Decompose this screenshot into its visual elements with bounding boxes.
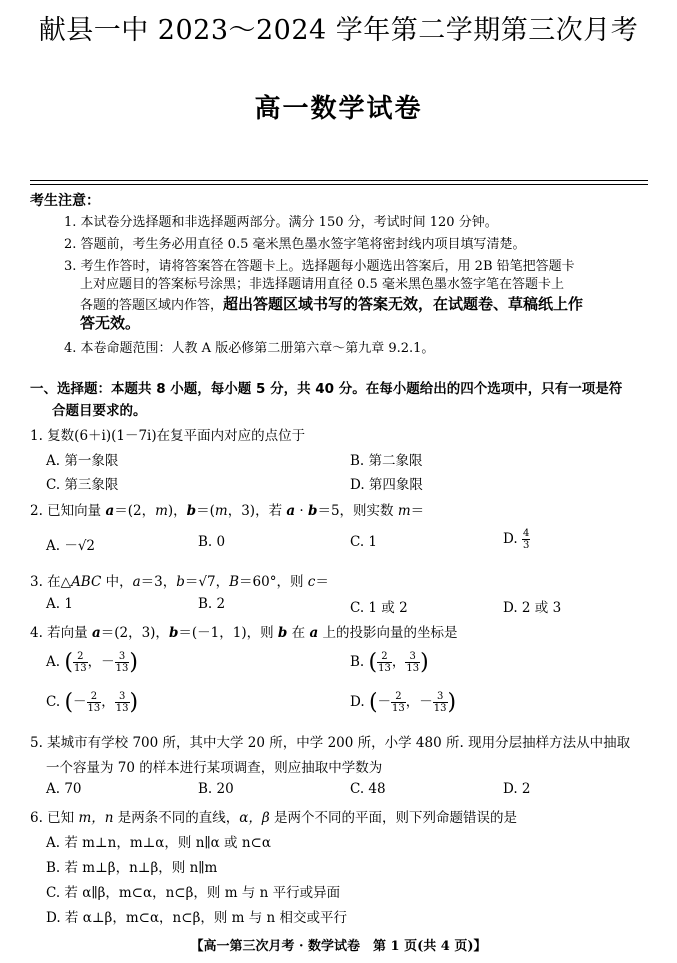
divider-bottom — [30, 184, 648, 185]
question-3-stem: 3. 在△ABC 中，a＝3，b＝√7，B＝60°，则 c＝ — [30, 574, 329, 590]
q1-option-d: D. 第四象限 — [350, 477, 423, 493]
q3-option-a: A. 1 — [46, 596, 73, 612]
notice-item-3: 3. 考生作答时，请将答案答在答题卡上。选择题每小题选出答案后，用 2B 铅笔把答题卡 — [64, 259, 575, 274]
q6-option-d: D. 若 α⊥β，m⊂α，n⊂β，则 m 与 n 相交或平行 — [46, 910, 348, 926]
q5-option-c: C. 48 — [350, 781, 386, 797]
notice-heading: 考生注意： — [30, 193, 100, 209]
q1-option-a: A. 第一象限 — [46, 453, 119, 469]
q3-option-c: C. 1 或 2 — [350, 600, 408, 616]
notice-item-3-normal: 各题的答题区域内作答， — [80, 298, 224, 313]
q2-option-d: D. $\frac{4}{3}$ — [503, 528, 530, 551]
notice-item-4: 4. 本卷命题范围：人教 A 版必修第二册第六章～第九章 9.2.1。 — [64, 341, 435, 356]
question-6-stem: 6. 已知 m，n 是两条不同的直线，α，β 是两个不同的平面，则下列命题错误的是 — [30, 810, 517, 826]
q1-option-b: B. 第二象限 — [350, 453, 423, 469]
q1-option-c: C. 第三象限 — [46, 477, 119, 493]
q5-option-d: D. 2 — [503, 781, 531, 797]
q6-option-b: B. 若 m⊥β，n⊥β，则 n∥m — [46, 860, 218, 876]
q5-option-b: B. 20 — [198, 781, 234, 797]
q2-option-a: A. －√2 — [46, 538, 96, 554]
exam-title: 献县一中 2023～2024 学年第二学期第三次月考 — [38, 15, 639, 46]
q4-option-c: C. (－ $\frac{2}{13}$ ， $\frac{3}{13}$ ) — [46, 690, 139, 715]
page-footer: 【高一第三次月考 · 数学试卷 第 1 页(共 4 页)】 — [190, 939, 487, 954]
q3-option-b: B. 2 — [198, 596, 226, 612]
q4-option-b: B. ( $\frac{2}{13}$ ， $\frac{3}{13}$ ) — [350, 650, 429, 675]
notice-item-3-emphasis-end: 答无效。 — [80, 314, 141, 332]
question-5-stem-cont: 一个容量为 70 的样本进行某项调查，则应抽取中学数为 — [46, 760, 383, 776]
q2-option-c: C. 1 — [350, 534, 378, 550]
notice-item-1: 1. 本试卷分选择题和非选择题两部分。满分 150 分，考试时间 120 分钟。 — [64, 215, 498, 230]
section-1-heading: 一、选择题：本题共 8 小题，每小题 5 分，共 40 分。在每小题给出的四个选项中，只有一项是符 — [30, 381, 623, 397]
q6-option-c: C. 若 α∥β，m⊂α，n⊂β，则 m 与 n 平行或异面 — [46, 885, 341, 901]
notice-item-3-cont2 — [80, 293, 583, 314]
q2-option-b: B. 0 — [198, 534, 226, 550]
notice-item-2: 2. 答题前，考生务必用直径 0.5 毫米黑色墨水签字笔将密封线内项目填写清楚。 — [64, 237, 526, 252]
question-1-stem: 1. 复数(6＋i)(1－7i)在复平面内对应的点位于 — [30, 428, 306, 444]
q4-option-d: D. (－ $\frac{2}{13}$ ，－ $\frac{3}{13}$ ) — [350, 690, 457, 715]
q3-option-d: D. 2 或 3 — [503, 600, 562, 616]
question-4-stem: 4. 若向量 a＝(2，3)，b＝(－1，1)，则 b 在 a 上的投影向量的坐标是 — [30, 625, 458, 641]
fraction: $\frac{4}{3}$ — [522, 528, 530, 551]
question-2-stem: 2. 已知向量 a＝(2，m)，b＝(m，3)，若 a · b＝5，则实数 m＝ — [30, 503, 425, 519]
notice-item-3-cont: 上对应题目的答案标号涂黑；非选择题请用直径 0.5 毫米黑色墨水签字笔在答题卡上 — [80, 277, 564, 292]
exam-subject-title: 高一数学试卷 — [254, 94, 423, 124]
q4-option-a: A. ( $\frac{2}{13}$ ，－ $\frac{3}{13}$ ) — [46, 650, 138, 675]
q6-option-a: A. 若 m⊥n，m⊥α，则 n∥α 或 n⊂α — [46, 835, 271, 851]
question-5-stem: 5. 某城市有学校 700 所，其中大学 20 所，中学 200 所，小学 480 所. 现用分层抽样方法从中抽取 — [30, 735, 631, 751]
divider-top — [30, 180, 648, 181]
section-1-heading-cont: 合题目要求的。 — [52, 403, 147, 419]
notice-item-3-emphasis: 超出答题区域书写的答案无效，在试题卷、草稿纸上作 — [223, 295, 584, 313]
q5-option-a: A. 70 — [46, 781, 82, 797]
